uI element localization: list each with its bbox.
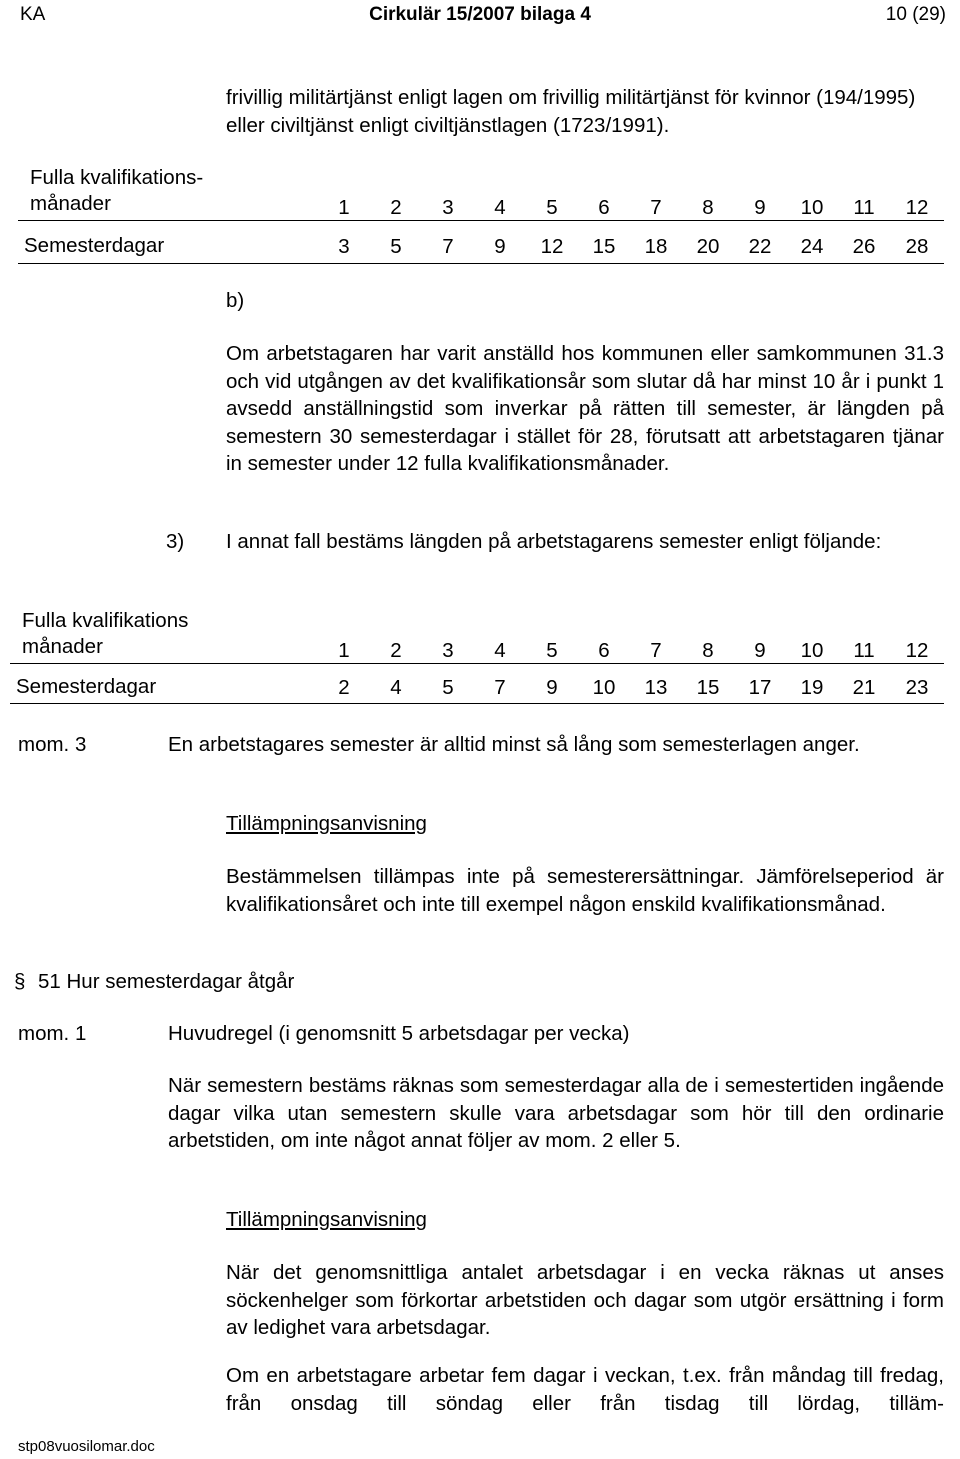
table-cell: 26 <box>838 221 890 264</box>
mom1-heading: Huvudregel (i genomsnitt 5 arbetsdagar per vecka) <box>168 1022 630 1045</box>
section-b-marker: b) <box>226 289 245 312</box>
table-cell: 1 <box>318 608 370 664</box>
table-cell: 12 <box>526 221 578 264</box>
footer-filename: stp08vuosilomar.doc <box>18 1438 155 1455</box>
table-cell: 3 <box>422 165 474 221</box>
table-cell: 6 <box>578 165 630 221</box>
section-3-paragraph: I annat fall bestäms längden på arbetstagarens semester enligt följande: <box>226 530 882 553</box>
table-cell: 22 <box>734 221 786 264</box>
table2-row1-label-line2: månader <box>22 635 103 658</box>
table-cell: 4 <box>474 608 526 664</box>
table-cell: 10 <box>786 165 838 221</box>
table-cell: 21 <box>838 664 890 704</box>
table-cell: 9 <box>734 608 786 664</box>
mom1-guidance-heading: Tillämpningsanvisning <box>226 1208 427 1231</box>
table-cell: 8 <box>682 165 734 221</box>
table-cell: 10 <box>578 664 630 704</box>
table-cell: 17 <box>734 664 786 704</box>
table-cell: 7 <box>474 664 526 704</box>
table-cell: 4 <box>370 664 422 704</box>
table-cell: 2 <box>370 165 422 221</box>
table-cell: 11 <box>838 608 890 664</box>
mom3-guidance-paragraph: Bestämmelsen tillämpas inte på semesterersättningar. Jämförelseperiod är kvalifikationsåret och inte till exempel någon enskild kvalifikationsmånad. <box>226 865 944 916</box>
table-cell: 5 <box>526 608 578 664</box>
table1-row1-label-line2: månader <box>30 192 111 215</box>
mom1-guidance-paragraph-1: När det genomsnittliga antalet arbetsdagar i en vecka räknas ut anses söckenhelger som förkortar arbetstiden och dagar som utgör ersättning i form av ledighet vara arbetsdagar. <box>226 1261 944 1339</box>
table1-row2-label: Semesterdagar <box>18 221 318 264</box>
table-cell: 9 <box>734 165 786 221</box>
vacation-table-1 <box>18 165 944 264</box>
table-cell: 24 <box>786 221 838 264</box>
table-cell: 7 <box>630 608 682 664</box>
vacation-table-2 <box>10 608 944 704</box>
table-cell: 2 <box>318 664 370 704</box>
table-cell: 7 <box>422 221 474 264</box>
table-cell: 20 <box>682 221 734 264</box>
header-page-number: 10 (29) <box>885 4 946 25</box>
table2-row1-label <box>10 608 318 664</box>
table-cell: 23 <box>890 664 944 704</box>
table-cell: 1 <box>318 165 370 221</box>
mom3-paragraph: En arbetstagares semester är alltid minst så lång som semesterlagen anger. <box>168 733 860 756</box>
mom1-guidance-paragraph-2: Om en arbetstagare arbetar fem dagar i veckan, t.ex. från måndag till fredag, från onsdag till söndag eller från tisdag till lördag, tilläm- <box>226 1364 944 1415</box>
table-cell: 15 <box>682 664 734 704</box>
table-cell: 12 <box>890 608 944 664</box>
table-cell: 10 <box>786 608 838 664</box>
table-cell: 13 <box>630 664 682 704</box>
section-3-marker: 3) <box>166 530 185 553</box>
table2-row1-label-line1: Fulla kvalifikations <box>22 609 189 632</box>
section-b-paragraph: Om arbetstagaren har varit anställd hos kommunen eller samkommunen 31.3 och vid utgången av det kvalifikationsår som slutar då har minst 10 år i punkt 1 avsedd anställningstid som inverkar på rätten till semester, är längden på semestern 30 semesterdagar i stället för 28, förutsatt att arbetstagaren tjänar in semester under 12 fulla kvalifikationsmånader. <box>226 342 944 475</box>
mom3-guidance-heading: Tillämpningsanvisning <box>226 812 427 835</box>
mom1-label: mom. 1 <box>18 1022 87 1045</box>
table-cell: 28 <box>890 221 944 264</box>
table-cell: 11 <box>838 165 890 221</box>
table-cell: 2 <box>370 608 422 664</box>
header-title: Cirkulär 15/2007 bilaga 4 <box>369 4 591 25</box>
table-cell: 6 <box>578 608 630 664</box>
section-symbol: § <box>14 970 26 993</box>
table-cell: 5 <box>370 221 422 264</box>
table1-row1-label <box>18 165 318 221</box>
header-org: KA <box>20 4 46 25</box>
section-51-title: 51 Hur semesterdagar åtgår <box>38 970 295 993</box>
table-cell: 19 <box>786 664 838 704</box>
table-cell: 3 <box>318 221 370 264</box>
intro-paragraph: frivillig militärtjänst enligt lagen om frivillig militärtjänst för kvinnor (194/1995) eller civiltjänst enligt civiltjänstlagen (1723/1991). <box>226 86 916 137</box>
table-cell: 9 <box>526 664 578 704</box>
table-cell: 12 <box>890 165 944 221</box>
table-cell: 8 <box>682 608 734 664</box>
table-cell: 3 <box>422 608 474 664</box>
table1-row1-label-line1: Fulla kvalifikations- <box>30 166 204 189</box>
table2-row2-label: Semesterdagar <box>10 664 318 704</box>
mom1-paragraph: När semestern bestäms räknas som semesterdagar alla de i semestertiden ingående dagar vilka utan semestern skulle vara arbetsdagar som hör till den ordinarie arbetstiden, om inte något annat följer av mom. 2 eller 5. <box>168 1074 944 1152</box>
table-cell: 5 <box>526 165 578 221</box>
table-cell: 9 <box>474 221 526 264</box>
mom3-label: mom. 3 <box>18 733 87 756</box>
table-cell: 15 <box>578 221 630 264</box>
table-cell: 7 <box>630 165 682 221</box>
table-cell: 4 <box>474 165 526 221</box>
table-cell: 18 <box>630 221 682 264</box>
table-cell: 5 <box>422 664 474 704</box>
